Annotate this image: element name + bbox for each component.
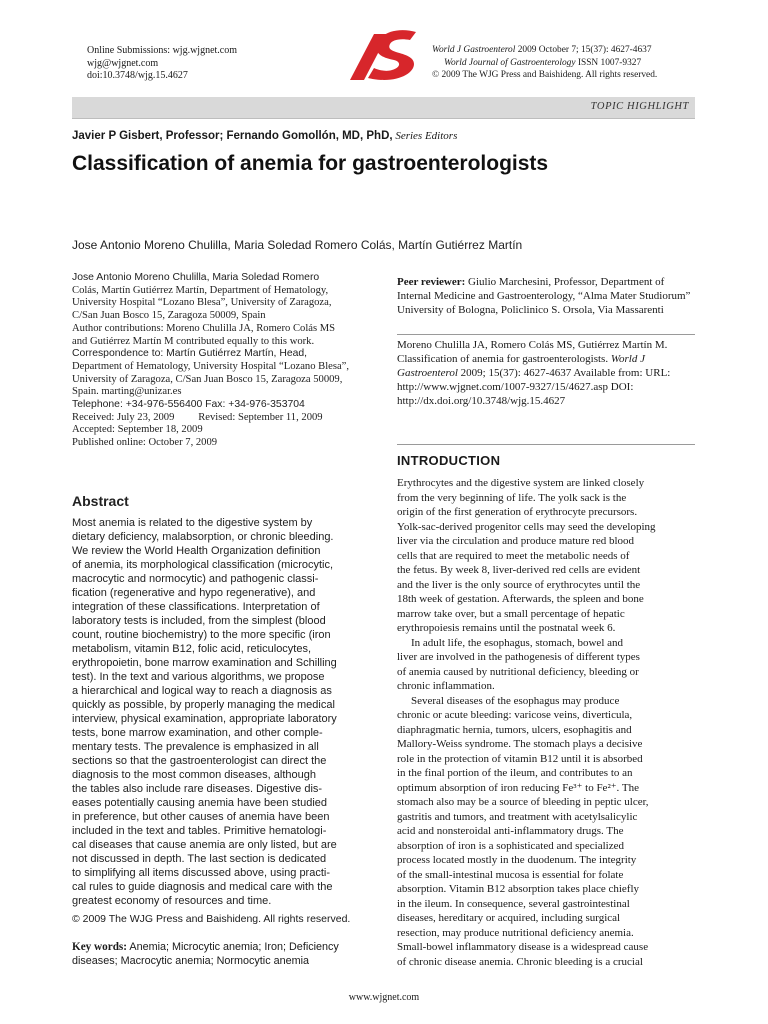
abstract-line: eases potentially causing anemia have been studied (72, 797, 328, 809)
abstract-line: count, routine biochemistry) to the more specific (iron (72, 629, 331, 641)
author-list: Jose Antonio Moreno Chulilla, Maria Soledad Romero Colás, Martín Gutiérrez Martín (72, 238, 523, 252)
correspondence-line: University of Zaragoza, C/San Juan Bosco 15, Zaragoza 50009, (72, 373, 343, 385)
intro-paragraph-1 (397, 476, 695, 636)
introduction-heading: INTRODUCTION (397, 453, 501, 468)
intro-line: gastritis and tumors, and treatment with acetylsalicylic (397, 810, 638, 823)
intro-line: cells that are required to meet the metabolic needs of (397, 549, 630, 562)
intro-line: optimum absorption of iron reducing Fe³⁺ to Fe²⁺. The (397, 781, 639, 794)
issn: ISSN 1007-9327 (575, 57, 642, 68)
intro-line: In adult life, the esophagus, stomach, bowel and (411, 636, 624, 649)
abstract-line: of anemia, its morphological classification (microcytic, (72, 559, 334, 571)
abstract-line: cal diseases that cause anemia are only listed, but are (72, 839, 337, 851)
peer-reviewer (397, 275, 695, 317)
affiliation-line: C/San Juan Bosco 15, Zaragoza 50009, Spain (72, 310, 266, 322)
affiliation-line: University Hospital “Lozano Blesa”, University of Zaragoza, (72, 297, 332, 309)
abstract-line: laboratory tests is included, from the simplest (blood (72, 615, 326, 627)
intro-line: Small-bowel inflammatory disease is a widespread cause (397, 941, 649, 953)
intro-line: of anemia caused by nutritional deficiency, bleeding or (397, 665, 639, 678)
abstract-line: a hierarchical and logical way to reach a diagnosis as (72, 685, 332, 697)
abstract-line: dietary deficiency, malabsorption, or chronic bleeding. (72, 531, 334, 543)
intro-line: from the very beginning of life. The yolk sack is the (397, 491, 627, 504)
intro-line: origin of the first generation of erythrocyte precursors. (397, 506, 638, 518)
intro-line: liver via the circulation and produce mature red blood (397, 535, 635, 547)
abstract-line: quickly as possible, by properly managing the medical (72, 699, 335, 711)
abstract-line: test). In the text and various algorithms, we propose (72, 671, 325, 683)
article-title: Classification of anemia for gastroenterologists (72, 152, 549, 175)
abstract-line: metabolism, vitamin B12, folic acid, reticulocytes, (72, 643, 312, 655)
introduction-body (397, 476, 695, 969)
series-editors (72, 130, 457, 142)
citation-url: 2009; 15(37): 4627-4637 Available from: URL: http://www.wjgnet.com/1007-9327/15/4627.asp DOI: http://dx.doi.org/10.3748/wjg.15.4627 (397, 367, 671, 407)
doi: doi:10.3748/wjg.15.4627 (87, 70, 188, 81)
affiliation-block (72, 272, 372, 450)
keywords-label: Key words: (72, 941, 127, 953)
keywords-text: Anemia; Microcytic anemia; Iron; Deficiency diseases; Macrocytic anemia; Normocytic anemia (72, 941, 339, 967)
intro-line: role in the protection of vitamin B12 until it is absorbed (397, 752, 643, 765)
intro-line: Several diseases of the esophagus may produce (411, 694, 620, 707)
divider (397, 444, 695, 445)
series-editor-label: Series Editors (392, 130, 458, 142)
abstract-line: greatest economy of resources and time. (72, 895, 272, 907)
intro-line: stomach also may be a source of bleeding in peptic ulcer, (397, 796, 649, 808)
abstract-line: fication (regenerative and hypo regenerative), and (72, 587, 316, 599)
intro-line: chronic or acute bleeding: varicose veins, diverticula, (397, 709, 633, 721)
intro-line: resection, may produce nutritional deficiency anemia. (397, 926, 634, 939)
keywords (72, 940, 372, 968)
intro-line: in the ileum. In consequence, several gastrointestinal (397, 897, 630, 910)
author-contributions: Author contributions: Moreno Chulilla JA, Romero Colás MS (72, 322, 336, 334)
abstract-line: integration of these classifications. Interpretation of (72, 601, 320, 613)
online-submissions: Online Submissions: wjg.wjgnet.com (87, 45, 237, 56)
affiliation-line: Jose Antonio Moreno Chulilla, Maria Soledad Romero (72, 272, 320, 283)
abstract-line: included in the text and tables. Primitive hematologi- (72, 825, 327, 837)
intro-paragraph-2 (397, 636, 695, 694)
abstract-line: erythropoietin, bone marrow examination and Schilling (72, 657, 337, 669)
intro-line: of chronic disease anemia. Chronic bleeding is a crucial (397, 955, 643, 968)
abstract-line: Most anemia is related to the digestive system by (72, 517, 313, 529)
abstract-body (72, 516, 372, 908)
intro-line: in the final portion of the ileum, and contributes to an (397, 767, 633, 779)
peer-reviewer-label: Peer reviewer: (397, 276, 466, 288)
header-copyright: © 2009 The WJG Press and Baishideng. All rights reserved. (432, 70, 658, 80)
citation-authors: Moreno Chulilla JA, Romero Colás MS, Gutiérrez Martín M. Classification of anemia for gastroenterologists. (397, 339, 668, 365)
abstract-line: not discussed in depth. The last section is dedicated (72, 853, 327, 865)
journal-email: wjg@wjgnet.com (87, 57, 159, 69)
abstract-line: We review the World Health Organization definition (72, 545, 321, 557)
citation-journal: World J Gastroenterol (397, 353, 645, 379)
intro-line: and the liver is the only source of erythrocytes until the (397, 578, 641, 591)
published-date: Published online: October 7, 2009 (72, 437, 218, 449)
header-right (432, 44, 687, 82)
intro-line: marrow take over, but a small percentage of hepatic (397, 607, 625, 620)
issue-info: 2009 October 7; 15(37): 4627-4637 (515, 45, 652, 55)
abstract-line: macrocytic and normocytic) and pathogenic classi- (72, 573, 319, 585)
intro-line: erythropoiesis remains until the postnatal week 6. (397, 622, 616, 634)
intro-line: process located mostly in the duodenum. The integrity (397, 854, 637, 866)
topic-highlight-bar (72, 97, 695, 119)
abstract-line: diagnosis to the most common diseases, although (72, 769, 316, 781)
telephone-fax: Telephone: +34-976-556400 Fax: +34-976-353704 (72, 399, 305, 411)
intro-line: Mallory-Weiss syndrome. The stomach plays a decisive (397, 738, 643, 750)
intro-paragraph-3 (397, 694, 695, 970)
intro-line: absorption. Vitamin B12 absorption takes place chiefly (397, 883, 639, 895)
intro-line: diseases, hereditary or acquired, including surgical (397, 912, 621, 924)
correspondence: Correspondence to: Martín Gutiérrez Martín, Head, (72, 348, 308, 360)
header-left (87, 45, 237, 83)
intro-line: Erythrocytes and the digestive system are linked closely (397, 477, 645, 489)
series-editor-names: Javier P Gisbert, Professor; Fernando Gomollón, MD, PhD, (72, 130, 393, 142)
intro-line: acid and nonsteroidal anti-inflammatory drugs. The (397, 825, 624, 837)
journal-abbrev: World J Gastroenterol (432, 45, 516, 55)
baishideng-logo (344, 28, 424, 86)
peer-reviewer-text: Giulio Marchesini, Professor, Department of Internal Medicine and Gastroenterology, “Alma Mater Studiorum” University of Bologna, Policlinico S. Orsola, Via Massarenti (397, 276, 691, 316)
intro-line: liver are involved in the pathogenesis of different types (397, 651, 640, 663)
abstract-line: to simplifying all items discussed above, using practi- (72, 867, 331, 879)
intro-line: absorption of iron is a sophisticated and specialized (397, 839, 624, 852)
abstract-line: in preference, but other causes of anemia have been (72, 811, 330, 823)
abstract-line: cal rules to guide diagnosis and medical care with the (72, 881, 333, 893)
citation (397, 338, 695, 408)
intro-line: Yolk-sac-derived progenitor cells may seed the developing (397, 520, 656, 533)
intro-line: chronic inflammation. (397, 680, 495, 692)
abstract-line: tests, bone marrow examination, and other comple- (72, 727, 323, 739)
intro-line: 18th week of gestation. Afterwards, the spleen and bone (397, 593, 644, 605)
divider (397, 334, 695, 335)
received-revised: Received: July 23, 2009 Revised: September 11, 2009 (72, 411, 323, 423)
footer-url: www.wjgnet.com (348, 992, 420, 1003)
intro-line: the fetus. By week 8, liver-derived red cells are evident (397, 564, 641, 576)
abstract-line: mentary tests. The prevalence is emphasized in all (72, 741, 319, 753)
abstract-line: the tables also include rare diseases. Digestive dis- (72, 783, 323, 795)
abstract-heading: Abstract (72, 493, 129, 509)
affiliation-line: Colás, Martín Gutiérrez Martín, Department of Hematology, (72, 284, 329, 296)
author-contributions-cont: and Gutiérrez Martín M contributed equally to this work. (72, 335, 315, 347)
intro-line: diaphragmatic hernia, tumors, ulcers, esophagitis and (397, 723, 632, 736)
topic-highlight-label: TOPIC HIGHLIGHT (590, 101, 689, 112)
abstract-copyright: © 2009 The WJG Press and Baishideng. All rights reserved. (72, 913, 351, 925)
journal-name: World Journal of Gastroenterology (444, 57, 576, 68)
correspondence-email: Spain. marting@unizar.es (72, 386, 182, 398)
abstract-line: sections so that the gastroenterologist can direct the (72, 755, 327, 767)
intro-line: of the small-intestinal mucosa is essential for folate (397, 868, 624, 881)
abstract-line: interview, physical examination, appropriate laboratory (72, 713, 337, 725)
correspondence-line: Department of Hematology, University Hospital “Lozano Blesa”, (72, 360, 350, 372)
accepted-date: Accepted: September 18, 2009 (72, 424, 203, 436)
